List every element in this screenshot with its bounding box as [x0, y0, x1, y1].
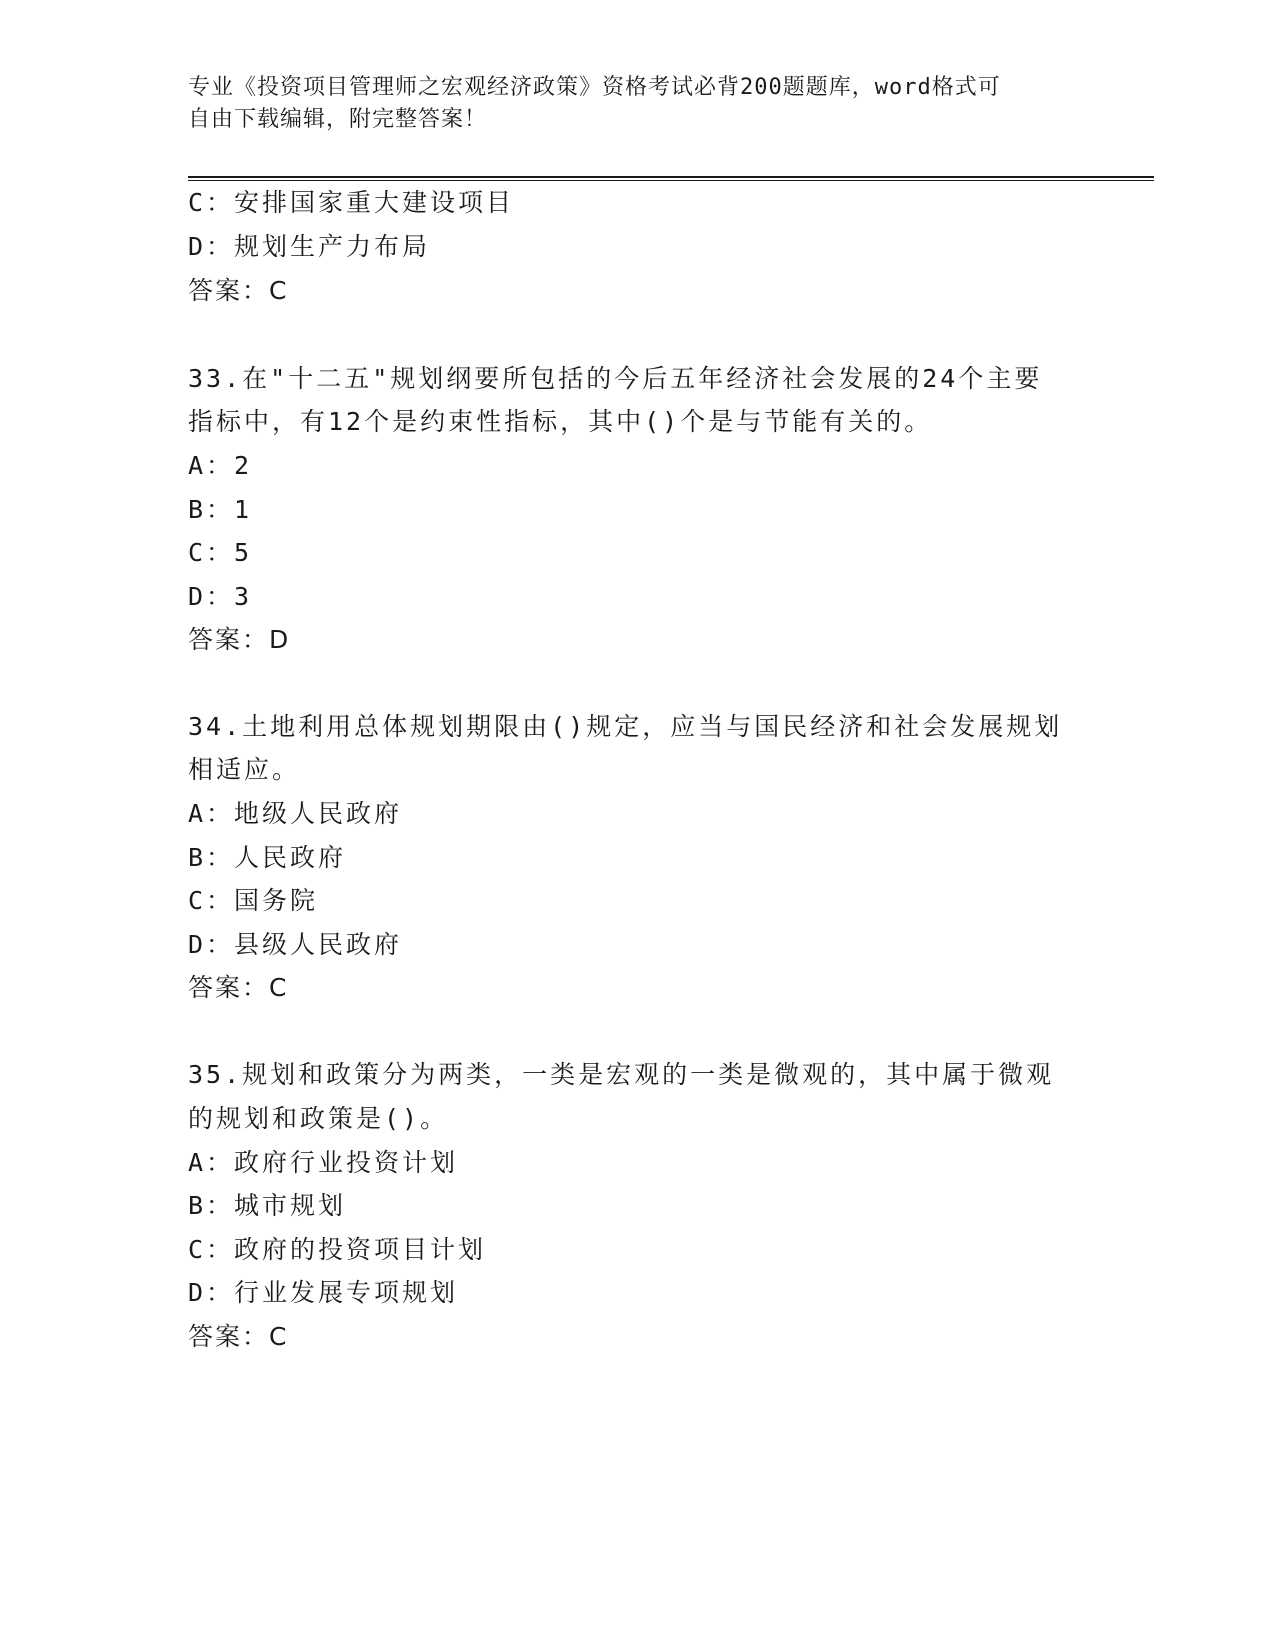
q35-option-b: B：城市规划	[188, 1191, 347, 1220]
q34-option-d: D：县级人民政府	[188, 930, 403, 959]
q33-option-c: C：5	[188, 538, 253, 567]
q33-option-a: A：2	[188, 451, 253, 480]
q34-option-b: B：人民政府	[188, 843, 347, 872]
prev-answer: 答案：C	[188, 276, 289, 305]
prev-option-d: D：规划生产力布局	[188, 232, 431, 261]
q35-answer: 答案：C	[188, 1322, 289, 1351]
q35-option-a: A：政府行业投资计划	[188, 1148, 459, 1177]
q35-stem-line2: 的规划和政策是()。	[188, 1104, 449, 1133]
q33-answer: 答案：D	[188, 625, 291, 654]
q35-option-d: D：行业发展专项规划	[188, 1278, 459, 1307]
header-title-line2: 自由下载编辑，附完整答案！	[188, 107, 488, 132]
q33-option-d: D：3	[188, 582, 253, 611]
header-divider	[188, 176, 1154, 181]
q33-stem-line2: 指标中，有12个是约束性指标，其中()个是与节能有关的。	[188, 407, 933, 436]
q34-stem-line2: 相适应。	[188, 755, 301, 784]
q35-stem-line1: 35.规划和政策分为两类，一类是宏观的一类是微观的，其中属于微观	[188, 1060, 1055, 1089]
prev-option-c: C：安排国家重大建设项目	[188, 188, 515, 217]
q34-stem-line1: 34.土地利用总体规划期限由()规定，应当与国民经济和社会发展规划	[188, 712, 1063, 741]
document-header	[188, 72, 1088, 136]
header-title-line1: 专业《投资项目管理师之宏观经济政策》资格考试必背200题题库，word格式可	[188, 75, 1001, 100]
q34-option-a: A：地级人民政府	[188, 799, 403, 828]
q34-answer: 答案：C	[188, 973, 289, 1002]
q33-stem-line1: 33.在"十二五"规划纲要所包括的今后五年经济社会发展的24个主要	[188, 364, 1043, 393]
q34-option-c: C：国务院	[188, 886, 319, 915]
q35-option-c: C：政府的投资项目计划	[188, 1235, 487, 1264]
q33-option-b: B：1	[188, 495, 253, 524]
